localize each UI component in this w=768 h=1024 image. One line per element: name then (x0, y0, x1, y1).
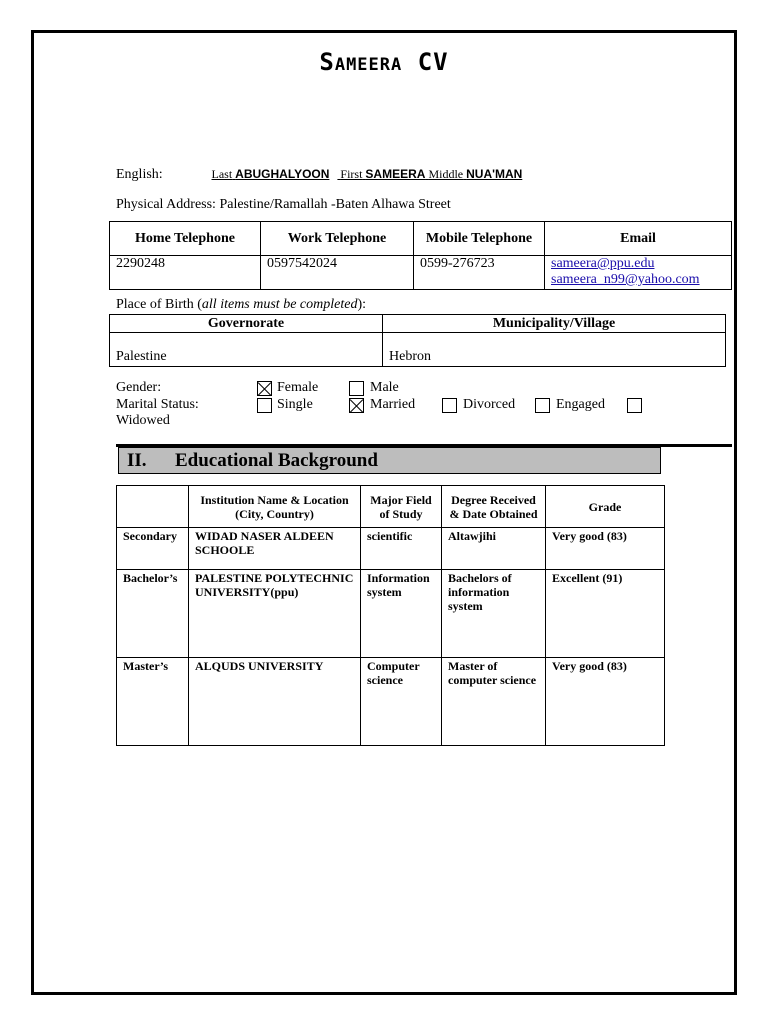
marital-single-checkbox[interactable] (257, 398, 272, 413)
section-number: II. (127, 450, 147, 471)
marital-single-label: Single (277, 397, 313, 412)
name-line (116, 167, 522, 183)
last-name: ABUGHALYOON (235, 167, 330, 181)
edu-degree: Bachelors of information system (442, 570, 546, 658)
table-row (117, 528, 665, 570)
email-values (545, 256, 732, 290)
governorate-value: Palestine (110, 333, 383, 367)
gender-label: Gender: (116, 380, 162, 395)
edu-header-major: Major Field of Study (361, 486, 442, 528)
edu-level: Bachelor’s (117, 570, 189, 658)
work-telephone-header: Work Telephone (261, 222, 414, 256)
municipality-header: Municipality/Village (383, 315, 726, 333)
place-of-birth-label (116, 297, 366, 313)
home-telephone-header: Home Telephone (110, 222, 261, 256)
edu-institution: WIDAD NASER ALDEEN SCHOOLE (189, 528, 361, 570)
marital-widowed-label: Widowed (116, 413, 170, 428)
mobile-telephone-value: 0599-276723 (414, 256, 545, 290)
edu-major: scientific (361, 528, 442, 570)
marital-divorced-label: Divorced (463, 397, 516, 412)
name-language-label: English: (116, 167, 163, 182)
edu-header-institution: Institution Name & Location (City, Country) (189, 486, 361, 528)
marital-status-label: Marital Status: (116, 397, 199, 412)
edu-grade: Excellent (91) (546, 570, 665, 658)
work-telephone-value: 0597542024 (261, 256, 414, 290)
place-of-birth-table (109, 314, 726, 367)
governorate-header: Governorate (110, 315, 383, 333)
first-name: SAMEERA (365, 167, 426, 181)
marital-divorced-checkbox[interactable] (442, 398, 457, 413)
edu-institution: ALQUDS UNIVERSITY (189, 658, 361, 746)
edu-header-degree: Degree Received & Date Obtained (442, 486, 546, 528)
email-link-secondary[interactable]: sameera_n99@yahoo.com (551, 272, 700, 287)
edu-major: Computer science (361, 658, 442, 746)
edu-institution: PALESTINE POLYTECHNIC UNIVERSITY(ppu) (189, 570, 361, 658)
contact-table (109, 221, 732, 290)
place-of-birth-suffix: ): (357, 297, 367, 312)
marital-engaged-checkbox[interactable] (535, 398, 550, 413)
physical-address: Physical Address: Palestine/Ramallah -Baten Alhawa Street (116, 197, 451, 212)
first-name-label: First (340, 167, 363, 181)
section-title: Educational Background (175, 450, 378, 471)
edu-header-grade: Grade (546, 486, 665, 528)
middle-name-label: Middle (428, 167, 464, 181)
edu-major: Information system (361, 570, 442, 658)
last-name-label: Last (211, 167, 233, 181)
mobile-telephone-header: Mobile Telephone (414, 222, 545, 256)
table-row (117, 658, 665, 746)
marital-married-checkbox[interactable] (349, 398, 364, 413)
edu-header-level (117, 486, 189, 528)
edu-degree: Master of computer science (442, 658, 546, 746)
full-name (212, 167, 523, 181)
edu-degree: Altawjihi (442, 528, 546, 570)
email-link-primary[interactable]: sameera@ppu.edu (551, 256, 655, 271)
table-row (117, 570, 665, 658)
marital-widowed-checkbox[interactable] (627, 398, 642, 413)
gender-male-label: Male (370, 380, 399, 395)
gender-female-checkbox[interactable] (257, 381, 272, 396)
edu-grade: Very good (83) (546, 528, 665, 570)
place-of-birth-note: all items must be completed (201, 297, 358, 312)
email-header: Email (545, 222, 732, 256)
edu-level: Master’s (117, 658, 189, 746)
marital-engaged-label: Engaged (556, 397, 605, 412)
middle-name: NUA'MAN (466, 167, 523, 181)
home-telephone-value: 2290248 (110, 256, 261, 290)
page-title: Sameera CV (319, 48, 449, 76)
municipality-value: Hebron (383, 333, 726, 367)
gender-male-checkbox[interactable] (349, 381, 364, 396)
edu-level: Secondary (117, 528, 189, 570)
marital-married-label: Married (370, 397, 416, 412)
education-table (116, 485, 665, 746)
place-of-birth-prefix: Place of Birth ( (116, 297, 202, 312)
edu-grade: Very good (83) (546, 658, 665, 746)
gender-female-label: Female (277, 380, 319, 395)
educational-background-heading (118, 447, 661, 474)
